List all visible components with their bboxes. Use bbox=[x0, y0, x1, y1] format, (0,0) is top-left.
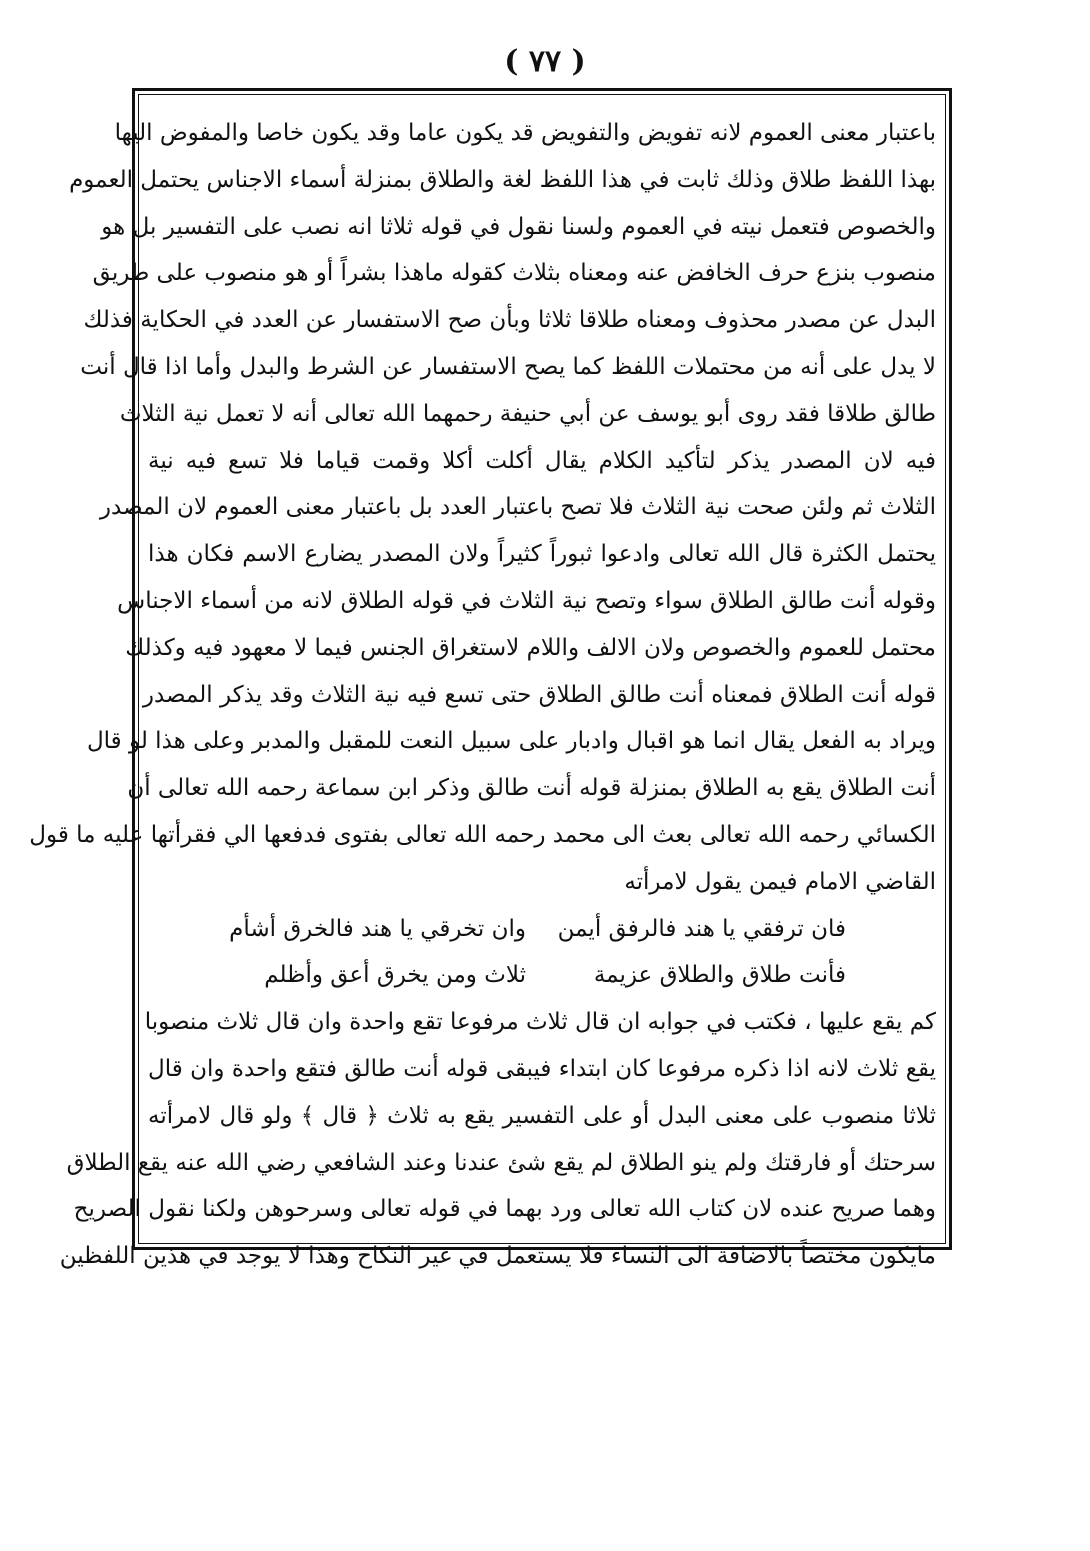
poem bbox=[148, 906, 936, 1000]
text-line: أنت الطلاق يقع به الطلاق بمنزلة قوله أنت طالق وذكر ابن سماعة رحمه الله تعالى أن bbox=[127, 775, 936, 802]
text-line: الثلاث ثم ولئن صحت نية الثلاث فلا تصح باعتبار العدد بل باعتبار معنى العموم لان المصدر bbox=[99, 494, 936, 521]
text-line: البدل عن مصدر محذوف ومعناه طلاقا ثلاثا وبأن صح الاستفسار عن العدد في الحكاية فذلك bbox=[83, 307, 936, 334]
text-line: وهما صريح عنده لان كتاب الله تعالى ورد بهما في قوله تعالى وسرحوهن ولكنا نقول الصريح bbox=[73, 1196, 936, 1223]
poem-hemistich-second: ثلاث ومن يخرق أعق وأظلم bbox=[264, 962, 526, 989]
text-line: يحتمل الكثرة قال الله تعالى وادعوا ثبوراً كثيراً ولان المصدر يضارع الاسم فكان هذا bbox=[148, 541, 936, 568]
text-line: لا يدل على أنه من محتملات اللفظ كما يصح الاستفسار عن الشرط والبدل وأما اذا قال أنت bbox=[80, 353, 936, 380]
text-line: ثلاثا منصوب على معنى البدل أو على التفسير يقع به ثلاث ﴿ قال ﴾ ولو قال لامرأته bbox=[148, 1102, 936, 1129]
text-line: يقع ثلاث لانه اذا ذكره مرفوعا كان ابتداء فيبقى قوله أنت طالق فتقع واحدة وان قال bbox=[148, 1055, 936, 1082]
text-line: الكسائي رحمه الله تعالى بعث الى محمد رحمه الله تعالى بفتوى فدفعها الي فقرأتها عليه ما قول bbox=[29, 821, 936, 848]
text-line: بهذا اللفظ طلاق وذلك ثابت في هذا اللفظ لغة والطلاق بمنزلة أسماء الاجناس يحتمل العموم bbox=[69, 166, 936, 193]
text-line: فيه لان المصدر يذكر لتأكيد الكلام يقال أكلت أكلا وقمت قياما فلا تسع فيه نية bbox=[148, 447, 936, 474]
poem-hemistich-first: فان ترفقي يا هند فالرفق أيمن bbox=[557, 915, 846, 942]
poem-verse bbox=[148, 906, 936, 953]
text-line: قوله أنت الطلاق فمعناه أنت طالق الطلاق حتى تسع فيه نية الثلاث وقد يذكر المصدر bbox=[142, 681, 936, 708]
poem-hemistich-second: وان تخرقي يا هند فالخرق أشأم bbox=[229, 915, 526, 942]
poem-verse bbox=[148, 952, 936, 999]
page-number: ( ٧٧ ) bbox=[504, 44, 586, 79]
text-line: ويراد به الفعل يقال انما هو اقبال وادبار على سبيل النعت للمقبل والمدبر وعلى هذا لو قال bbox=[86, 728, 936, 755]
text-line: باعتبار معنى العموم لانه تفويض والتفويض قد يكون عاما وقد يكون خاصا والمفوض اليها bbox=[114, 120, 936, 146]
text-block bbox=[29, 110, 936, 1280]
text-line: كم يقع عليها ، فكتب في جوابه ان قال ثلاث مرفوعا تقع واحدة وان قال ثلاث منصوبا bbox=[144, 1009, 936, 1036]
text-line: سرحتك أو فارقتك ولم ينو الطلاق لم يقع شئ عندنا وعند الشافعي رضي الله عنه يقع الطلاق bbox=[66, 1149, 936, 1176]
text-line: محتمل للعموم والخصوص ولان الالف واللام لاستغراق الجنس فيما لا معهود فيه وكذلك bbox=[125, 634, 936, 661]
text-line: وقوله أنت طالق الطلاق سواء وتصح نية الثلاث في قوله الطلاق لانه من أسماء الاجناس bbox=[117, 587, 936, 614]
text-line: طالق طلاقا فقد روى أبو يوسف عن أبي حنيفة رحمهما الله تعالى أنه لا تعمل نية الثلاث bbox=[119, 400, 936, 427]
poem-hemistich-first: فأنت طلاق والطلاق عزيمة bbox=[593, 962, 846, 989]
text-line: منصوب بنزع حرف الخافض عنه ومعناه بثلاث كقوله ماهذا بشراً أو هو منصوب على طريق bbox=[92, 260, 936, 287]
text-line: مايكون مختصاً بالاضافة الى النساء فلا يستعمل في غير النكاح وهذا لا يوجد في هذين اللفظين bbox=[59, 1243, 936, 1270]
text-line: والخصوص فتعمل نيته في العموم ولسنا نقول في قوله ثلاثا انه نصب على التفسير بل هو bbox=[101, 213, 936, 240]
text-line: القاضي الامام فيمن يقول لامرأته bbox=[624, 868, 936, 895]
